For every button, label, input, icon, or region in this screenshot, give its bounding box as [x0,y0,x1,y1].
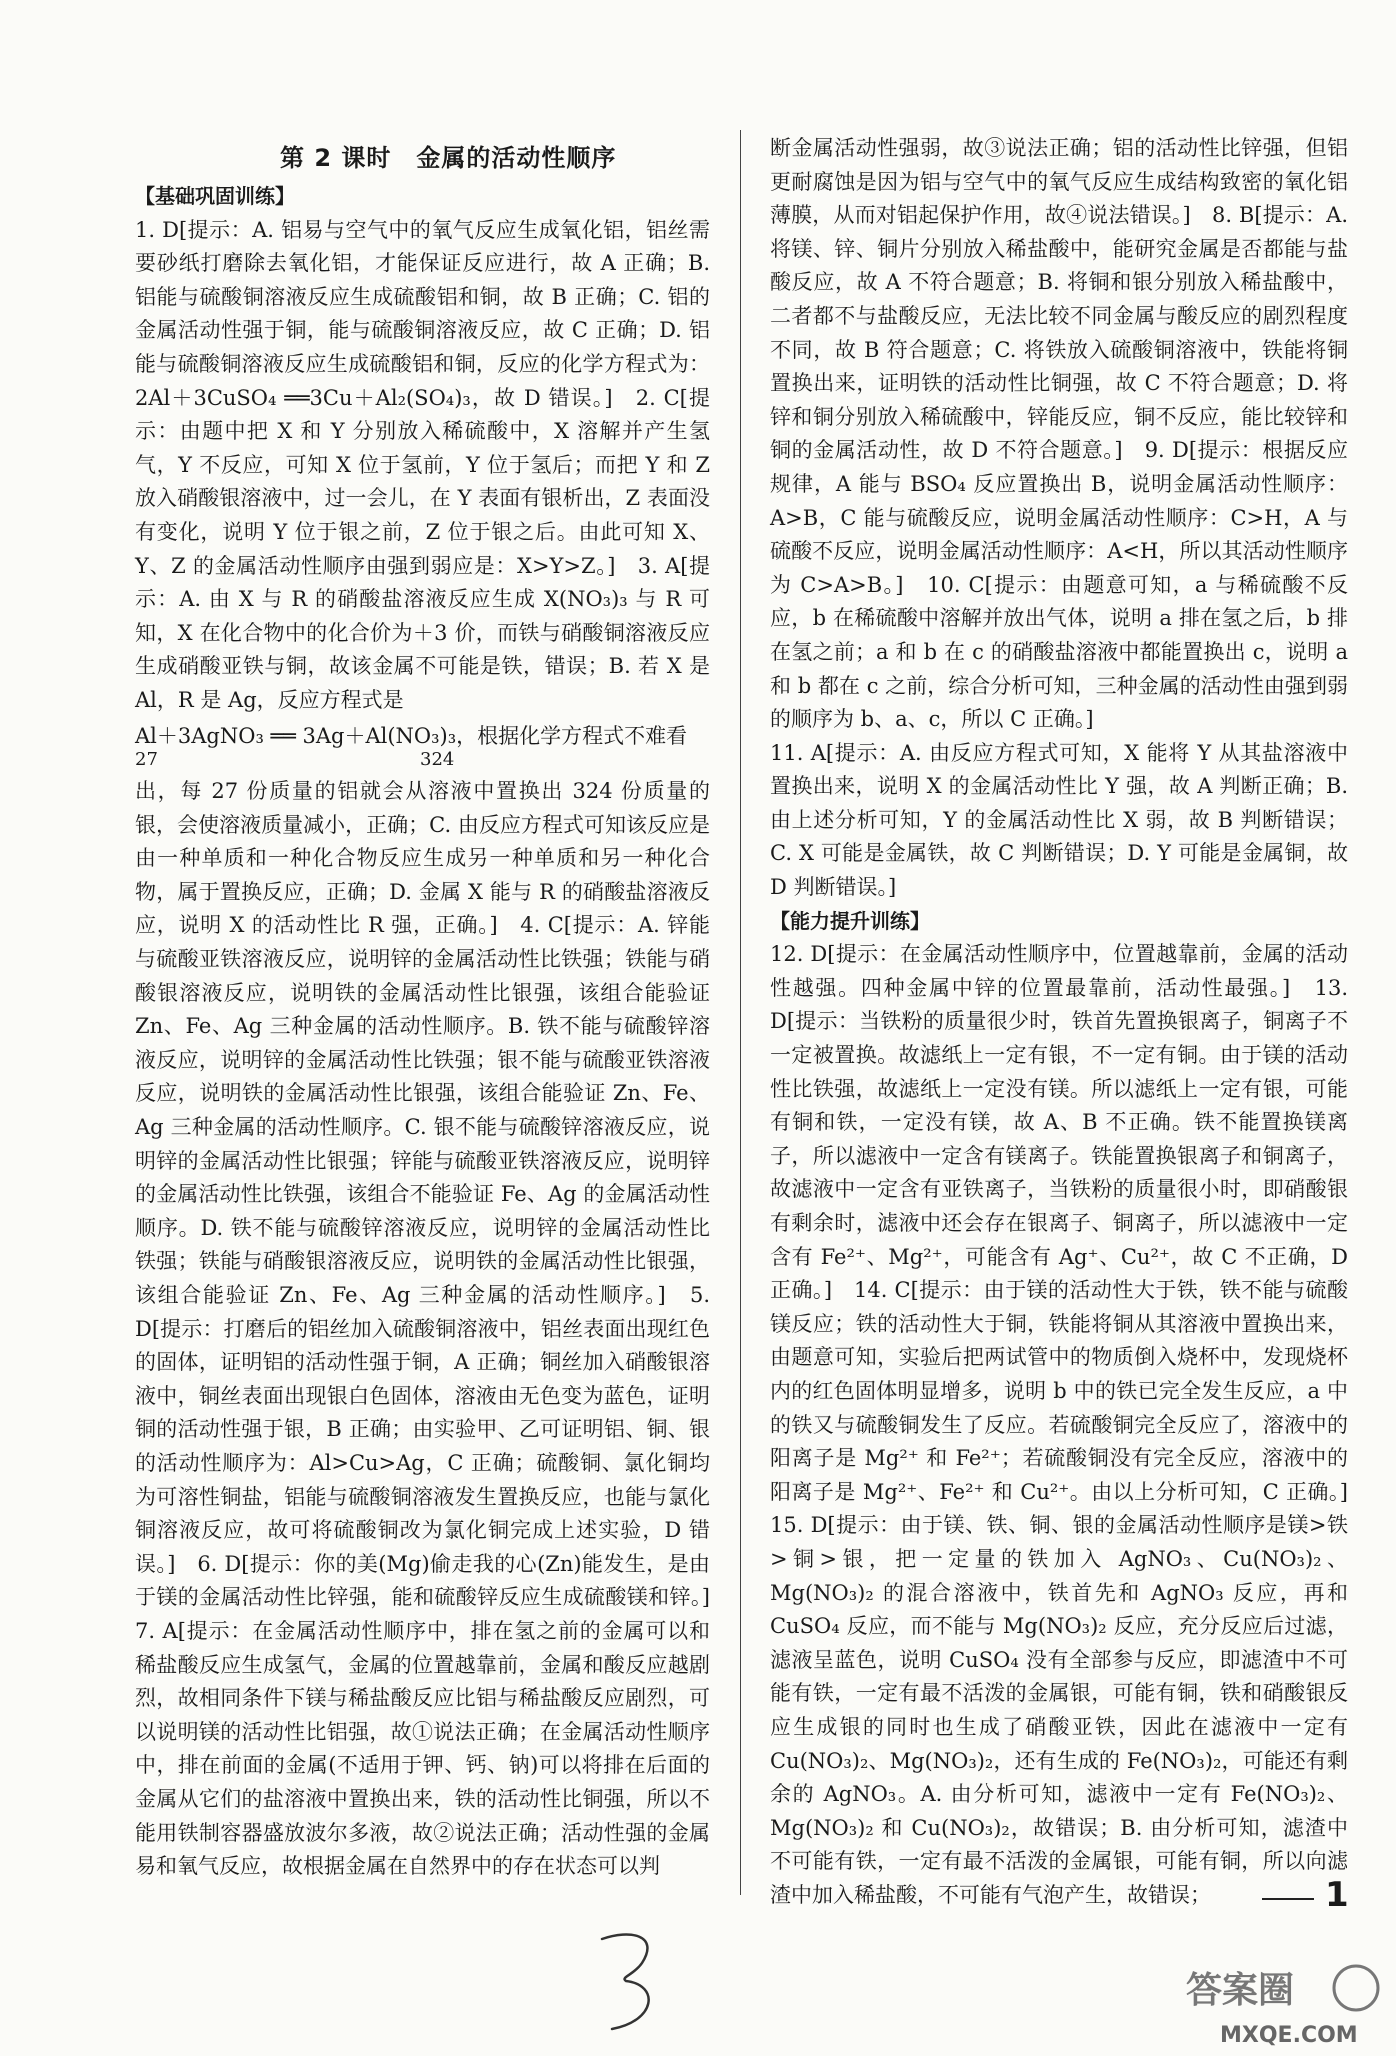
chemical-equation [135,720,710,772]
handwritten-mark-icon [590,1925,680,2035]
column-divider [740,130,741,1895]
answer-paragraph: 出，每 27 份质量的铝就会从溶液中置换出 324 份质量的银，会使溶液质量减小，正确；C. 由反应方程式可知该反应是由一种单质和一种化合物反应生成另一种单质和另一种化合物，属于置换反应，正确；D. 金属 X 能与 R 的硝酸盐溶液反应，说明 X 的活动性比 R 强，正确。] 4. C[提示：A. 锌能与硫酸亚铁溶液反应，说明锌的金属活动性比铁强；铁能与硝酸银溶液反应，说明铁的金属活动性比银强，该组合能验证 Zn、Fe、Ag 三种金属的活动性顺序。B. 铁不能与硫酸锌溶液反应，说明锌的金属活动性比铁强；银不能与硫酸亚铁溶液反应，说明铁的金属活动性比银强，该组合能验证 Zn、Fe、Ag 三种金属的活动性顺序。C. 银不能与硫酸锌溶液反应，说明锌的金属活动性比银强；锌能与硫酸亚铁溶液反应，说明锌的金属活动性比铁强，该组合不能验证 Fe、Ag 的金属活动性顺序。D. 铁不能与硫酸锌溶液反应，说明锌的金属活动性比铁强；铁能与硝酸银溶液反应，说明铁的金属活动性比银强，该组合能验证 Zn、Fe、Ag 三种金属的活动性顺序。] 5. D[提示：打磨后的铝丝加入硫酸铜溶液中，铝丝表面出现红色的固体，证明铝的活动性强于铜，A 正确；铜丝加入硝酸银溶液中，铜丝表面出现银白色固体，溶液由无色变为蓝色，证明铜的活动性强于银，B 正确；由实验甲、乙可证明铝、铜、银的活动性顺序为：Al>Cu>Ag，C 正确；硫酸铜、氯化铜均为可溶性铜盐，铝能与硫酸铜溶液发生置换反应，也能与氯化铜溶液反应，故可将硫酸铜改为氯化铜完成上述实验，D 错误。] 6. D[提示：你的美(Mg)偷走我的心(Zn)能发生，是由于镁的金属活动性比锌强，能和硫酸锌反应生成硫酸镁和锌。] 7. A[提示：在金属活动性顺序中，排在氢之前的金属可以和稀盐酸反应生成氢气，金属的位置越靠前，金属和酸反应越剧烈，故相同条件下镁与稀盐酸反应比铝与稀盐酸反应剧烈，可以说明镁的活动性比铝强，故①说法正确；在金属活动性顺序中，排在前面的金属(不适用于钾、钙、钠)可以将排在后面的金属从它们的盐溶液中置换出来，铁的活动性比铜强，所以不能用铁制容器盛放波尔多液，故②说法正确；活动性强的金属易和氧气反应，故根据金属在自然界中的存在状态可以判 [135,779,731,1879]
answer-paragraph: 11. A[提示：A. 由反应方程式可知，X 能将 Y 从其盐溶液中置换出来，说明 X 的金属活动性比 Y 强，故 A 判断正确；B. 由上述分析可知，Y 的金属活动性比 X 弱，故 B 判断错误；C. X 可能是金属铁，故 C 判断错误；D. Y 可能是金属铜，故 D 判断错误。] [770,740,1348,900]
section-advanced-heading: 【能力提升训练】 [770,908,930,933]
answer-paragraph: 1. D[提示：A. 铝易与空气中的氧气反应生成氧化铝，铝丝需要砂纸打磨除去氧化铝，才能保证反应进行，故 A 正确；B. 铝能与硫酸铜溶液反应生成硫酸铝和铜，故 B 正确；C. 铝的金属活动性强于铜，能与硫酸铜溶液反应，故 C 正确；D. 铝能与硫酸铜溶液反应生成硫酸铝和铜，反应的化学方程式为：2Al＋3CuSO₄ ══3Cu＋Al₂(SO₄)₃，故 D 错误。] 2. C[提示：由题中把 X 和 Y 分别放入稀硫酸中，X 溶解并产生氢气，Y 不反应，可知 X 位于氢前，Y 位于氢后；而把 Y 和 Z 放入硝酸银溶液中，过一会儿，在 Y 表面有银析出，Z 表面没有变化，说明 Y 位于银之前，Z 位于银之后。由此可知 X、Y、Z 的金属活动性顺序由强到弱应是：X>Y>Z。] 3. A[提示：A. 由 X 与 R 的硝酸盐溶液反应生成 X(NO₃)₃ 与 R 可知，X 在化合物中的化合价为＋3 价，而铁与硝酸铜溶液反应生成硝酸亚铁与铜，故该金属不可能是铁，错误；B. 若 X 是 Al，R 是 Ag，反应方程式是 [135,217,710,712]
right-column [770,132,1369,1912]
lesson-title: 第 2 课时 金属的活动性顺序 [280,144,617,172]
page-number: 1 [1325,1875,1349,1915]
equation-mass-al: 27 [135,749,158,771]
left-column [135,180,731,1884]
section-basic-heading: 【基础巩固训练】 [135,184,295,208]
watermark-url: MXQE.COM [1220,2023,1358,2048]
answer-circle-logo-icon [1180,1960,1380,2050]
equation-mass-ag: 324 [420,749,455,771]
page-number-dash [1262,1898,1314,1900]
answer-paragraph: 12. D[提示：在金属活动性顺序中，位置越靠前，金属的活动性越强。四种金属中锌的位置最靠前，活动性最强。] 13. D[提示：当铁粉的质量很少时，铁首先置换银离子，铜离子不一定被置换。故滤纸上一定有银，不一定有铜。由于镁的活动性比铁强，故滤纸上一定没有镁。所以滤纸上一定有银，可能有铜和铁，一定没有镁，故 A、B 不正确。铁不能置换镁离子，所以滤液中一定含有镁离子。铁能置换银离子和铜离子，故滤液中一定含有亚铁离子，当铁粉的质量很小时，即硝酸银有剩余时，滤液中还会存在银离子、铜离子，所以滤液中一定含有 Fe²⁺、Mg²⁺，可能含有 Ag⁺、Cu²⁺，故 C 不正确，D 正确。] 14. C[提示：由于镁的活动性大于铁，铁不能与硫酸镁反应；铁的活动性大于铜，铁能将铜从其溶液中置换出来，由题意可知，实验后把两试管中的物质倒入烧杯中，发现烧杯内的红色固体明显增多，说明 b 中的铁已完全发生反应，a 中的铁又与硫酸铜发生了反应。若硫酸铜完全反应了，溶液中的阳离子是 Mg²⁺ 和 Fe²⁺；若硫酸铜没有完全反应，溶液中的阳离子是 Mg²⁺、Fe²⁺ 和 Cu²⁺。由以上分析可知，C 正确。] 15. D[提示：由于镁、铁、铜、银的金属活动性顺序是镁>铁>铜>银，把一定量的铁加入 AgNO₃、Cu(NO₃)₂、Mg(NO₃)₂ 的混合溶液中，铁首先和 AgNO₃ 反应，再和 CuSO₄ 反应，而不能与 Mg(NO₃)₂ 反应，充分反应后过滤，滤液呈蓝色，说明 CuSO₄ 没有全部参与反应，即滤渣中不可能有铁，一定有最不活泼的金属银，可能有铜，铁和硝酸银反应生成银的同时也生成了硝酸亚铁，因此在滤液中一定有 Cu(NO₃)₂、Mg(NO₃)₂，还有生成的 Fe(NO₃)₂，可能还有剩余的 AgNO₃。A. 由分析可知，滤液中一定有 Fe(NO₃)₂、Mg(NO₃)₂ 和 Cu(NO₃)₂，故错误；B. 由分析可知，滤渣中不可能有铁，一定有最不活泼的金属银，可能有铜，所以向滤渣中加入稀盐酸，不可能有气泡产生，故错误； [770,942,1369,1907]
answer-paragraph: 断金属活动性强弱，故③说法正确；铝的活动性比锌强，但铝更耐腐蚀是因为铝与空气中的氧气反应生成结构致密的氧化铝薄膜，从而对铝起保护作用，故④说法错误。] 8. B[提示：A. 将镁、锌、铜片分别放入稀盐酸中，能研究金属是否都能与盐酸反应，故 A 不符合题意；B. 将铜和银分别放入稀盐酸中，二者都不与盐酸反应，无法比较不同金属与酸反应的剧烈程度不同，故 B 符合题意；C. 将铁放入硫酸铜溶液中，铁能将铜置换出来，证明铁的活动性比铜强，故 C 不符合题意；D. 将锌和铜分别放入稀硫酸中，锌能反应，铜不反应，能比较锌和铜的金属活动性，故 D 不符合题意。] 9. D[提示：根据反应规律，A 能与 BSO₄ 反应置换出 B，说明金属活动性顺序：A>B，C 能与硫酸反应，说明金属活动性顺序：C>H，A 与硫酸不反应，说明金属活动性顺序：A<H，所以其活动性顺序为 C>A>B。] 10. C[提示：由题意可知，a 与稀硫酸不反应，b 在稀硫酸中溶解并放出气体，说明 a 排在氢之后，b 排在氢之前；a 和 b 在 c 的硝酸盐溶液中都能置换出 c，说明 a 和 b 都在 c 之前，综合分析可知，三种金属的活动性由强到弱的顺序为 b、a、c，所以 C 正确。] [770,136,1348,732]
equation-tail: ，根据化学方程式不难看 [456,723,688,748]
watermark-logo-text: 答案圈 [1186,1970,1295,2011]
equation-text: Al＋3AgNO₃ ══ 3Ag＋Al(NO₃)₃ [135,723,457,748]
